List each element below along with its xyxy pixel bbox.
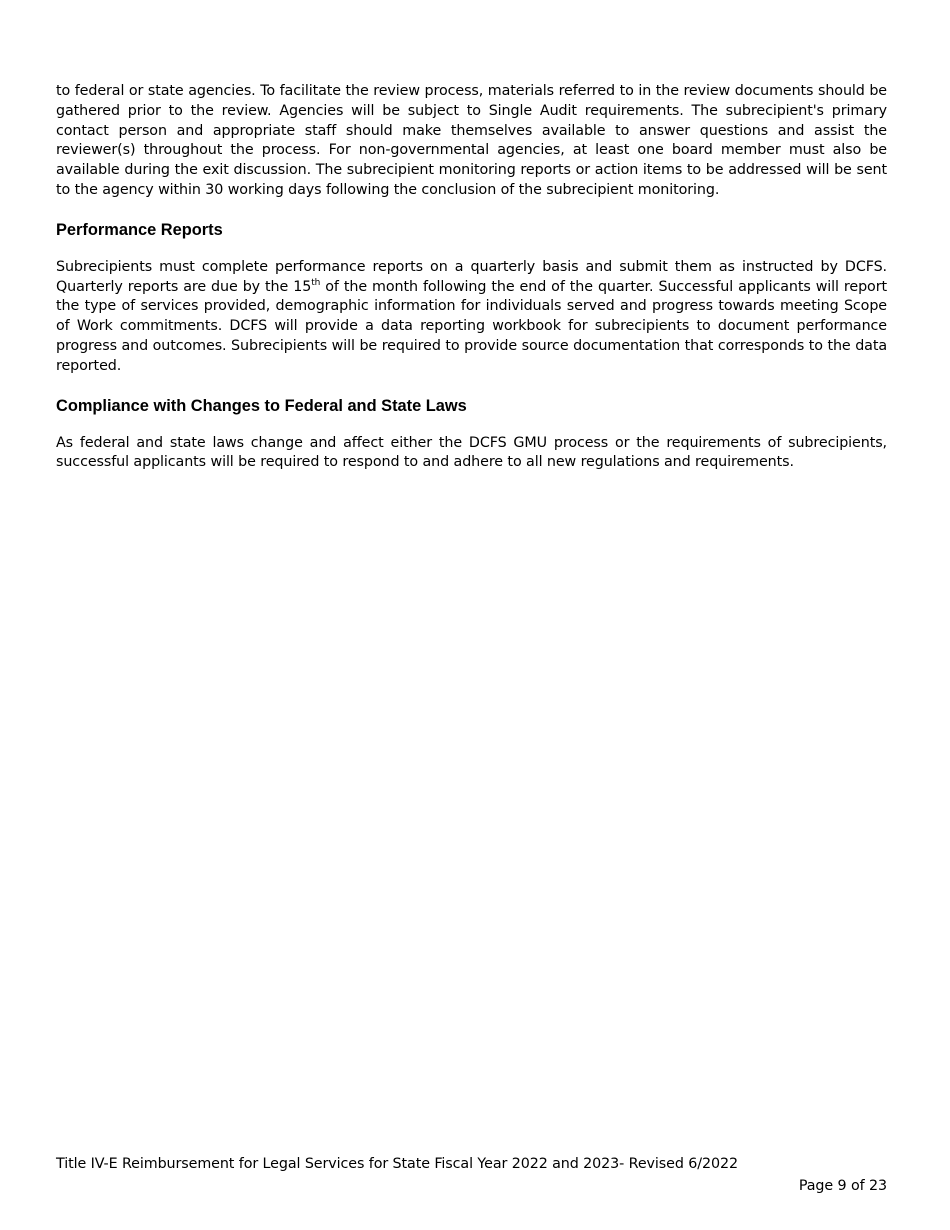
compliance-paragraph: As federal and state laws change and affect either the DCFS GMU process or the requirements of subrecipients, successful applicants will be required to respond to and adhere to all new regulations and requirements. [56, 434, 887, 471]
document-body [56, 82, 887, 473]
intro-paragraph: to federal or state agencies. To facilitate the review process, materials referred to in the review documents should be gathered prior to the review. Agencies will be subject to Single Audit requirements. The subrecipient's primary contact person and appropriate staff should make themselves available to answer questions and assist the reviewer(s) throughout the process. For non-governmental agencies, at least one board member must also be available during the exit discussion. The subrecipient monitoring reports or action items to be addressed will be sent to the agency within 30 working days following the conclusion of the subrecipient monitoring. [56, 83, 887, 198]
performance-reports-text-part-2: of the month following the end of the quarter. Successful applicants will report the type of services provided, demographic information for individuals served and progress towards meeting Scope of Work commitments. DCFS will provide a data reporting workbook for subrecipients to document performance progress and outcomes. Subrecipients will be required to provide source documentation that corresponds to the data reported. [56, 278, 887, 374]
footer-page-number: Page 9 of 23 [798, 1178, 887, 1194]
ordinal-suffix: th [311, 277, 321, 288]
section-heading-compliance: Compliance with Changes to Federal and State Laws [56, 396, 467, 415]
performance-reports-text-part-1: Subrecipients must complete performance reports on a quarterly basis and submit them as instructed by DCFS. Quarterly reports are due by the 15 [56, 258, 887, 295]
footer-document-title: Title IV-E Reimbursement for Legal Services for State Fiscal Year 2022 and 2023- Revised 6/2022 [56, 1156, 738, 1172]
section-heading-performance-reports: Performance Reports [56, 220, 223, 239]
performance-reports-paragraph [56, 258, 887, 377]
